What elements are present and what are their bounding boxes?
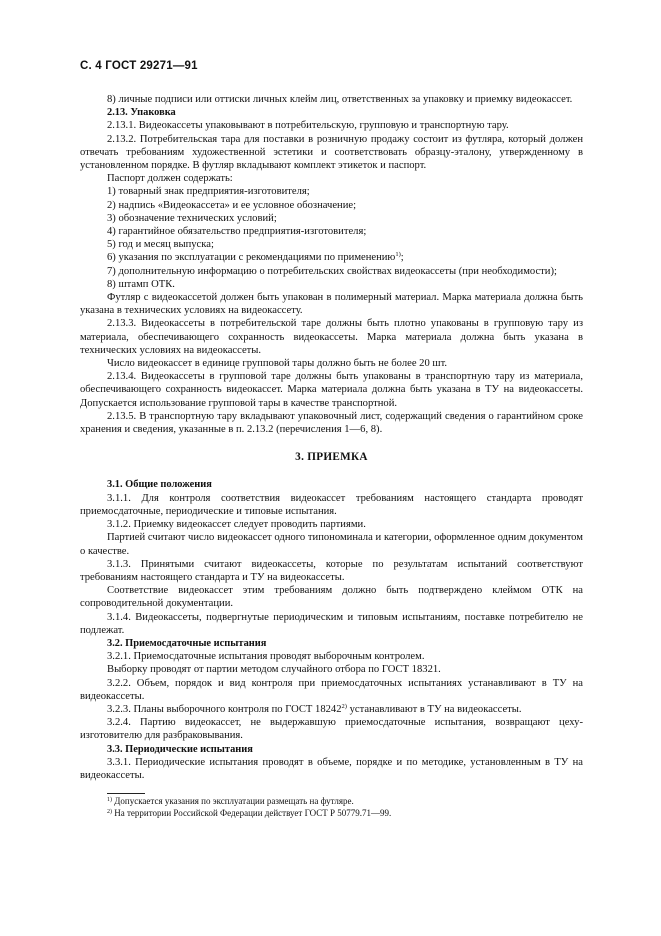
paragraph: 2.13.1. Видеокассеты упаковывают в потребительскую, групповую и транспортную тару. xyxy=(107,120,509,132)
paragraph: Соответствие видеокассет этим требованиям должно быть подтверждено клеймом ОТК на сопроводительной документации. xyxy=(80,585,583,610)
list-item-punct: ; xyxy=(400,252,404,264)
chapter-heading-3: 3. ПРИЕМКА xyxy=(295,451,368,464)
paragraph xyxy=(80,703,583,716)
footnote-text: Допускается указания по эксплуатации размещать на футляре. xyxy=(114,796,354,807)
paragraph: Число видеокассет в единице групповой тары должно быть не более 20 шт. xyxy=(107,358,448,370)
list-item: 3) обозначение технических условий; xyxy=(107,212,277,224)
paragraph: 2.13.3. Видеокассеты в потребительской таре должны быть плотно упакованы в групповую тару из материала, обеспечивающего сохранность видеокассеты. Марка материала должна быть указана в технических условиях на видеокассеты. xyxy=(80,318,583,356)
list-item: 1) товарный знак предприятия-изготовителя; xyxy=(107,186,310,198)
paragraph: 2.13.2. Потребительская тара для поставки в розничную продажу состоит из футляра, который должен отвечать требованиям художественной эстетики и соответствовать образцу-эталону, утвержденному в установленном порядке. В футляр вкладывают комплект этикеток и паспорт. xyxy=(80,133,583,172)
footnote xyxy=(80,796,583,808)
paragraph: Выборку проводят от партии методом случайного отбора по ГОСТ 18321. xyxy=(107,664,441,676)
paragraph: 8) личные подписи или оттиски личных клейм лиц, ответственных за упаковку и приемку видеокассет. xyxy=(107,94,573,105)
paragraph: 2.13.5. В транспортную тару вкладывают упаковочный лист, содержащий сведения о гарантийном сроке хранения и сведения, указанные в п. 2.13.2 (перечисления 1—6, 8). xyxy=(80,410,583,436)
paragraph: 3.1.4. Видеокассеты, подвергнутые периодическим и типовым испытаниям, поставке потребителю не подлежат. xyxy=(80,611,583,636)
footnote-divider xyxy=(107,793,145,794)
paragraph: Паспорт должен содержать: xyxy=(107,173,233,185)
paragraph: Партией считают число видеокассет одного типономинала и категории, оформленное одним документом о качестве. xyxy=(80,532,583,557)
footnote-text: На территории Российской Федерации действует ГОСТ Р 50779.71—99. xyxy=(114,807,392,818)
paragraph: Футляр с видеокассетой должен быть упакован в полимерный материал. Марка материала должна быть указана в технических условиях на видеокассету. xyxy=(80,292,583,317)
list-item: 7) дополнительную информацию о потребительских свойствах видеокассеты (при необходимости); xyxy=(107,265,557,277)
list-item: 4) гарантийное обязательство предприятия-изготовителя; xyxy=(107,226,367,238)
page-header: С. 4 ГОСТ 29271—91 xyxy=(80,60,198,72)
section-heading-3-2: 3.2. Приемосдаточные испытания xyxy=(107,637,267,649)
footnote-mark: 1) xyxy=(107,797,112,804)
section-heading-2-13: 2.13. Упаковка xyxy=(107,107,176,119)
footnote-ref: 1) xyxy=(395,251,401,259)
list-item: 2) надпись «Видеокассета» и ее условное обозначение; xyxy=(107,199,357,211)
paragraph: 2.13.4. Видеокассеты в групповой таре должны быть упакованы в транспортную тару из материала, обеспечивающего сохранность видеокассет. Марка материала должна быть указана в ТУ на видеокассеты. Допускается использование групповой тары в качестве транспортной. xyxy=(80,371,583,409)
document-body xyxy=(80,93,583,819)
list-item xyxy=(80,251,583,264)
section-heading-3-1: 3.1. Общие положения xyxy=(107,479,212,491)
paragraph: 3.2.1. Приемосдаточные испытания проводят выборочным контролем. xyxy=(107,651,425,663)
section-heading-3-3: 3.3. Периодические испытания xyxy=(107,743,253,755)
list-item-text: 6) указания по эксплуатации с рекомендациями по применению xyxy=(107,252,396,264)
paragraph: 3.2.2. Объем, порядок и вид контроля при приемосдаточных испытаниях устанавливают в ТУ на видеокассеты. xyxy=(80,677,583,702)
footnote-ref: 2) xyxy=(341,702,347,710)
footnote xyxy=(80,808,583,820)
paragraph: 3.3.1. Периодические испытания проводят в объеме, порядке и по методике, установленным в ТУ на видеокассеты. xyxy=(80,756,583,781)
paragraph-text: 3.2.3. Планы выборочного контроля по ГОСТ 18242 xyxy=(107,703,342,715)
paragraph: 3.1.3. Принятыми считают видеокассеты, которые по результатам испытаний соответствуют требованиям настоящего стандарта и ТУ на видеокассеты. xyxy=(80,558,583,583)
footnote-mark: 2) xyxy=(107,808,112,815)
paragraph: 3.1.2. Приемку видеокассет следует проводить партиями. xyxy=(107,519,366,531)
paragraph: 3.2.4. Партию видеокассет, не выдержавшую приемосдаточные испытания, возвращают цеху-изготовителю для разбраковывания. xyxy=(80,717,583,742)
paragraph: 3.1.1. Для контроля соответствия видеокассет требованиям настоящего стандарта проводят приемосдаточные, периодические и типовые испытания. xyxy=(80,492,583,517)
list-item: 5) год и месяц выпуска; xyxy=(107,239,214,251)
paragraph-text: устанавливают в ТУ на видеокассеты. xyxy=(346,703,522,715)
list-item: 8) штамп ОТК. xyxy=(107,278,175,290)
